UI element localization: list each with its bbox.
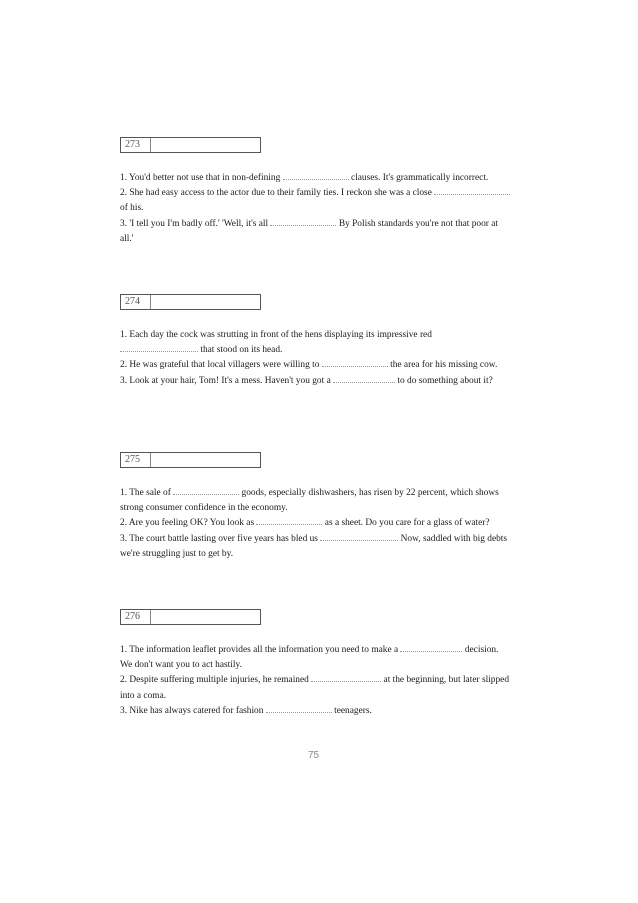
answer-blank[interactable] [320, 532, 398, 541]
answer-blank[interactable] [173, 486, 239, 495]
exercise-number-box [120, 294, 261, 310]
exercise-number-box [120, 452, 261, 468]
exercise-item: 3. 'I tell you I'm badly off.' 'Well, it's all By Polish standards you're not that poor at all.' [120, 218, 499, 244]
exercise-answer-cell [152, 138, 260, 152]
exercise-item: 3. Nike has always catered for fashion teenagers. [120, 705, 372, 716]
page-number: 75 [308, 750, 320, 761]
exercise-number: 276 [121, 610, 151, 624]
answer-blank[interactable] [266, 704, 332, 713]
answer-blank[interactable] [434, 186, 510, 195]
exercise-number: 275 [121, 453, 151, 467]
exercise-item: 3. The court battle lasting over five years has bled us Now, saddled with big debts we're struggling just to get by. [120, 533, 508, 559]
exercise-items [120, 643, 512, 719]
answer-blank[interactable] [120, 343, 198, 352]
exercise-item: 2. He was grateful that local villagers were willing to the area for his missing cow. [120, 360, 498, 371]
exercise-number: 274 [121, 295, 151, 309]
answer-blank[interactable] [283, 171, 349, 180]
exercise-number-box [120, 609, 261, 625]
exercise-item: 1. You'd better not use that in non-defining clauses. It's grammatically incorrect. [120, 173, 489, 183]
answer-blank[interactable] [256, 516, 322, 525]
exercise-item: 1. The sale of goods, especially dishwashers, has risen by 22 percent, which shows strong consumer confidence in the economy. [120, 488, 499, 514]
exercise-item: 2. Are you feeling OK? You look as as a sheet. Do you care for a glass of water? [120, 518, 490, 529]
exercise-item: 2. Despite suffering multiple injuries, he remained at the beginning, but later slipped into a coma. [120, 675, 510, 701]
exercise-item: 2. She had easy access to the actor due to their family ties. I reckon she was a close of his. [120, 186, 512, 216]
exercise-answer-cell [152, 295, 260, 309]
exercise-item: 1. The information leaflet provides all the information you need to make a decision. We don't want you to act hastily. [120, 645, 499, 671]
answer-blank[interactable] [311, 673, 381, 682]
exercise-items [120, 328, 512, 389]
exercise-answer-cell [152, 610, 260, 624]
answer-blank[interactable] [400, 643, 462, 652]
answer-blank[interactable] [270, 217, 336, 226]
exercise-number: 273 [121, 138, 151, 152]
exercise-items [120, 171, 512, 247]
exercise-items [120, 486, 512, 562]
exercise-item: 1. Each day the cock was strutting in front of the hens displaying its impressive red that stood on its head. [120, 330, 432, 356]
answer-blank[interactable] [322, 358, 388, 367]
exercise-number-box [120, 137, 261, 153]
exercise-answer-cell [152, 453, 260, 467]
exercise-item: 3. Look at your hair, Tom! It's a mess. Haven't you got a to do something about it? [120, 375, 493, 386]
answer-blank[interactable] [333, 374, 395, 383]
